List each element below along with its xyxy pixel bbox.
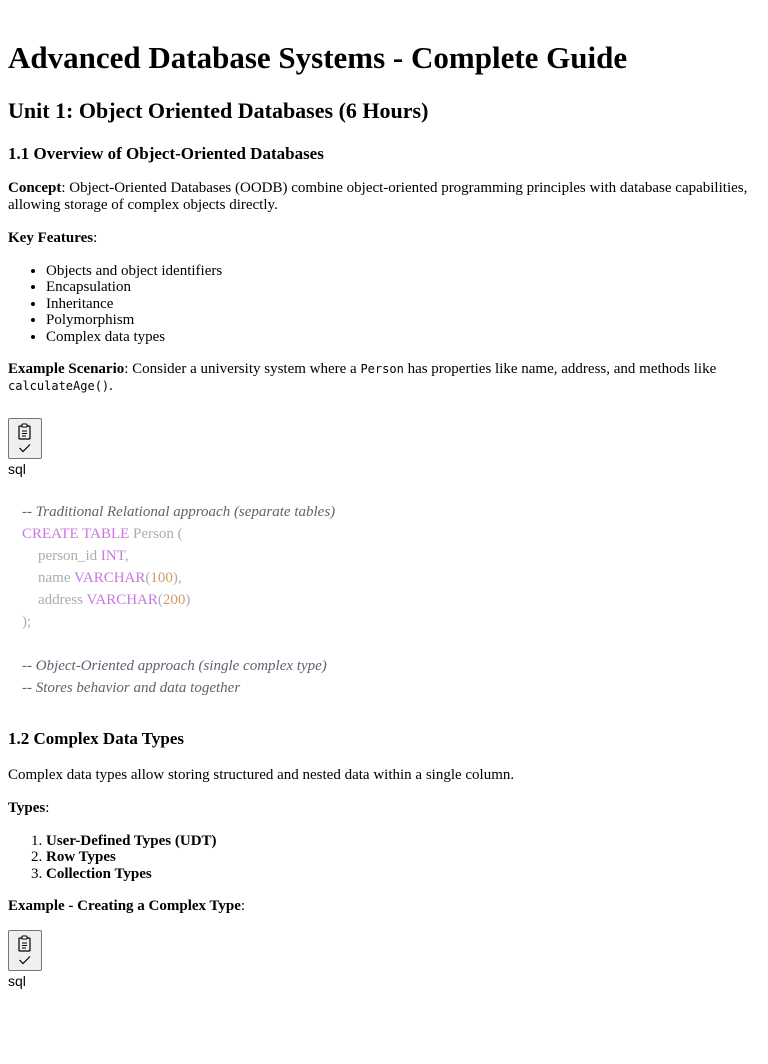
unit-heading: Unit 1: Object Oriented Databases (6 Hours) <box>8 98 429 123</box>
key-features-label: Key Features <box>8 230 94 246</box>
list-item <box>46 866 760 882</box>
code-keyword: VARCHAR <box>86 592 158 609</box>
list-item: • Encapsulation <box>46 279 760 295</box>
example-scenario-paragraph <box>8 361 760 395</box>
list-item: • Objects and object identifiers <box>46 263 760 279</box>
example-text: : Consider a university system where a <box>124 361 361 378</box>
list-item <box>46 849 760 865</box>
code-line <box>22 523 760 545</box>
code-line <box>22 545 760 567</box>
clipboard-check-icon <box>15 421 35 457</box>
code-language-label: sql <box>8 461 26 478</box>
code-text: ), <box>172 570 182 587</box>
code-line <box>22 589 760 611</box>
list-item-text: Collection Types <box>46 865 152 882</box>
code-number: 100 <box>150 570 173 587</box>
complex-type-example-paragraph <box>8 898 760 915</box>
code-number: 200 <box>162 592 186 609</box>
section-heading-1-1: 1.1 Overview of Object-Oriented Databases <box>8 144 324 163</box>
code-text: name <box>38 570 74 587</box>
code-line-blank <box>22 633 760 655</box>
code-text: address <box>38 592 87 609</box>
document <box>0 40 768 989</box>
clipboard-check-icon <box>15 933 35 969</box>
code-text: Person ( <box>129 526 183 543</box>
concept-label: Concept <box>8 180 62 196</box>
complex-type-example-colon: : <box>240 898 246 915</box>
copy-code-button[interactable] <box>8 930 42 971</box>
code-text: ( <box>145 570 151 587</box>
types-list <box>8 833 760 882</box>
list-item: • Complex data types <box>46 329 760 345</box>
section-heading-1-2: 1.2 Complex Data Types <box>8 729 184 749</box>
concept-paragraph <box>8 180 760 214</box>
list-item-text: User-Defined Types (UDT) <box>46 833 217 850</box>
key-features-list <box>8 263 760 345</box>
code-comment: -- Object-Oriented approach (single complex type) <box>22 658 327 675</box>
inline-code-calculate-age: calculateAge() <box>8 379 110 394</box>
code-line <box>22 567 760 589</box>
code-comment: -- Traditional Relational approach (separate tables) <box>22 504 336 521</box>
example-text: has properties like name, address, and methods like <box>403 361 717 378</box>
code-comment: -- Stores behavior and data together <box>22 680 241 697</box>
code-keyword: VARCHAR <box>73 570 146 587</box>
concept-text: : Object-Oriented Databases (OODB) combine object-oriented programming principles with database capabilities, allowing storage of complex objects directly. <box>8 180 748 213</box>
complex-type-example-label: Example - Creating a Complex Type <box>8 898 241 915</box>
list-item <box>46 833 760 849</box>
key-features-colon: : <box>93 230 98 246</box>
example-scenario-label: Example Scenario <box>8 361 125 378</box>
code-text: ); <box>22 614 32 631</box>
types-label: Types <box>8 800 46 817</box>
code-language-label: sql <box>8 973 26 990</box>
types-paragraph <box>8 800 760 817</box>
code-line <box>22 655 760 677</box>
types-colon: : <box>45 800 50 817</box>
code-text: ( <box>157 592 163 609</box>
code-keyword: INT <box>100 548 125 565</box>
code-line <box>22 611 760 633</box>
copy-code-button[interactable] <box>8 418 42 459</box>
code-line <box>22 501 760 523</box>
inline-code-person: Person <box>360 362 404 377</box>
page-title: Advanced Database Systems - Complete Guide <box>8 40 628 75</box>
code-block <box>8 501 760 699</box>
list-item: • Polymorphism <box>46 312 760 328</box>
code-keyword: CREATE TABLE <box>22 526 130 543</box>
key-features-paragraph <box>8 230 760 247</box>
code-text: ) <box>185 592 191 609</box>
code-line <box>22 677 760 699</box>
code-text: , <box>124 548 129 565</box>
complex-types-intro: Complex data types allow storing structured and nested data within a single column. <box>8 767 515 784</box>
example-text: . <box>109 378 113 395</box>
list-item: • Inheritance <box>46 296 760 312</box>
code-text: person_id <box>38 548 101 565</box>
list-item-text: Row Types <box>46 849 116 866</box>
